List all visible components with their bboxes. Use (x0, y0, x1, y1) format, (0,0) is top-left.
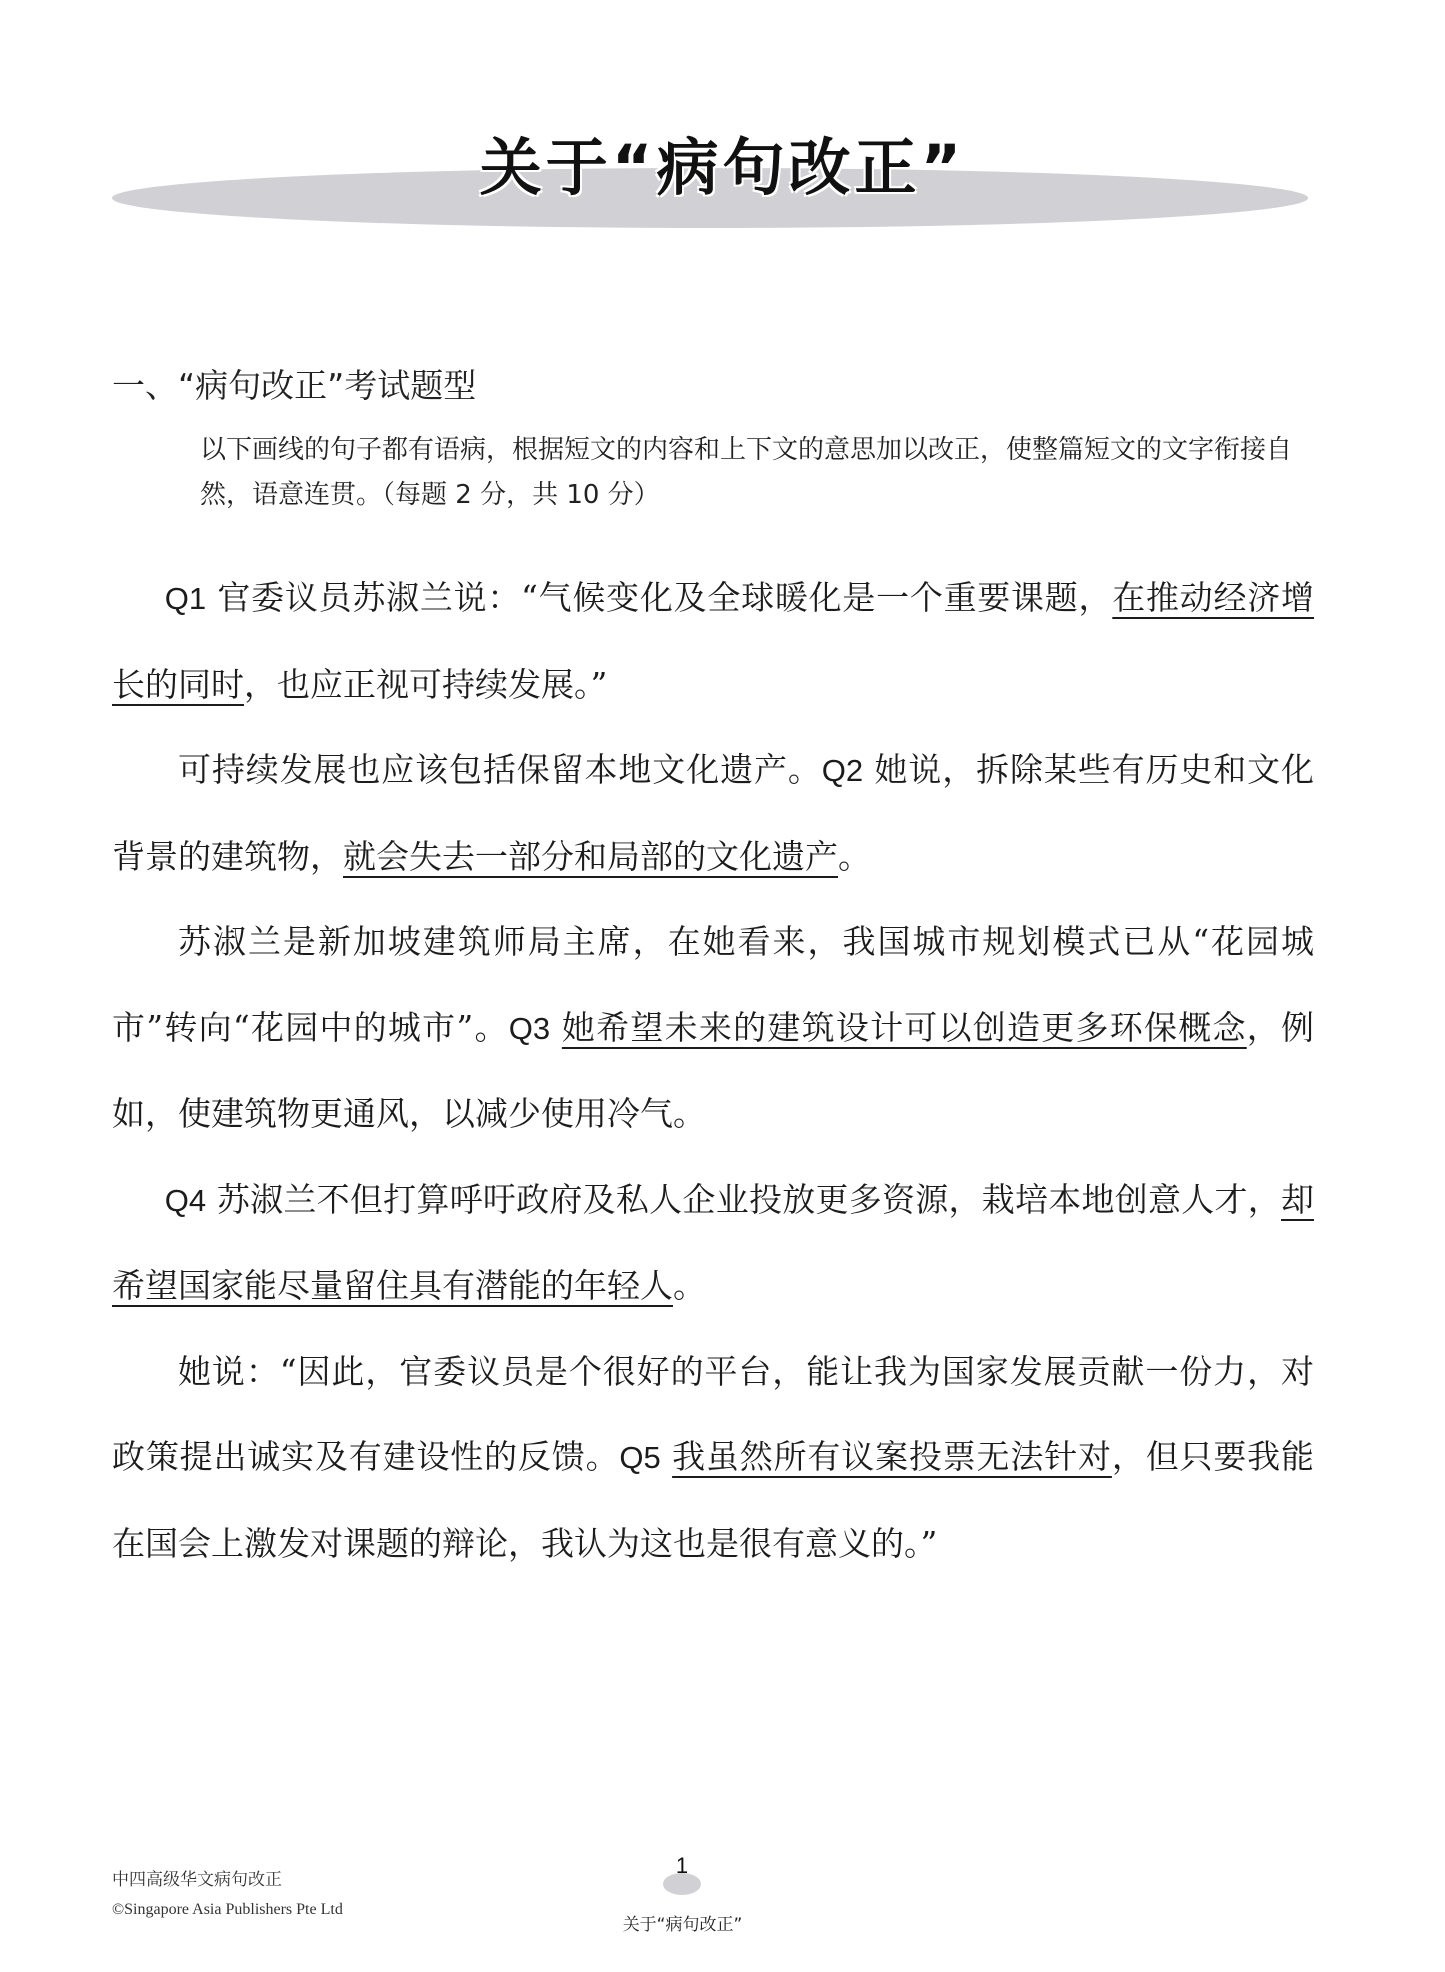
paragraph-q2 (112, 727, 1314, 899)
text: 。 (838, 836, 871, 876)
paragraph-q3 (112, 899, 1314, 1157)
text (550, 1008, 562, 1047)
question-label-q5: Q5 (619, 1440, 661, 1475)
page-number: 1 (675, 1853, 689, 1878)
underlined-sentence-q3: 她希望未来的建筑设计可以创造更多环保概念 (561, 1007, 1247, 1047)
text (661, 1437, 672, 1476)
question-label-q1: Q1 (164, 581, 207, 616)
page-header (0, 0, 1445, 240)
paragraph-q4 (112, 1157, 1314, 1329)
book-title: 中四高级华文病句改正 (112, 1870, 282, 1890)
underlined-sentence-q2: 就会失去一部分和局部的文化遗产 (343, 836, 838, 876)
text: 她说：“因此，官委议员是个很好的平台，能让我为国家发展贡献一份力，对政策提出诚实及有建设性的反馈。 (112, 1351, 1314, 1476)
paragraph-q1 (112, 555, 1314, 727)
passage (112, 555, 1314, 1586)
page-title: 关于“病句改正” (479, 131, 966, 204)
footer-chapter-title: 关于“病句改正” (622, 1915, 743, 1935)
text: ，也应正视可持续发展。” (244, 664, 608, 704)
text: ，但只要我能在国会上激发对课题的辩论，我认为这也是很有意义的。” (112, 1437, 1315, 1563)
question-label-q2: Q2 (821, 753, 864, 788)
text: 。 (673, 1266, 706, 1305)
copyright-notice: ©Singapore Asia Publishers Pte Ltd (112, 1901, 343, 1918)
question-label-q3: Q3 (508, 1010, 551, 1046)
instructions-text: 以下画线的句子都有语病，根据短文的内容和上下文的意思加以改正，使整篇短文的文字衔接自然，语意连贯。（每题 2 分，共 10 分） (200, 435, 1293, 510)
text: 官委议员苏淑兰说：“气候变化及全球暖化是一个重要课题， (206, 578, 1113, 617)
section-heading: 一、“病句改正”考试题型 (112, 366, 477, 405)
question-label-q4: Q4 (164, 1182, 207, 1218)
footer-left (112, 1865, 343, 1925)
text: 可持续发展也应该包括保留本地文化遗产。 (178, 750, 822, 789)
underlined-sentence-q4: 却希望国家能尽量留住具有潜能的年轻人 (112, 1179, 1314, 1305)
underlined-sentence-q5: 我虽然所有议案投票无法针对 (672, 1437, 1112, 1476)
text: ，例如，使建筑物更通风，以减少使用冷气。 (112, 1007, 1314, 1133)
underlined-sentence-q1: 在推动经济增长的同时 (112, 578, 1314, 704)
paragraph-q5 (112, 1329, 1314, 1587)
text: 她说，拆除某些有历史和文化背景的建筑物， (112, 750, 1314, 876)
text: 苏淑兰是新加坡建筑师局主席，在她看来，我国城市规划模式已从“花园城市”转向“花园中的城市”。 (112, 922, 1314, 1047)
text: 苏淑兰不但打算呼吁政府及私人企业投放更多资源，栽培本地创意人才， (206, 1179, 1281, 1219)
